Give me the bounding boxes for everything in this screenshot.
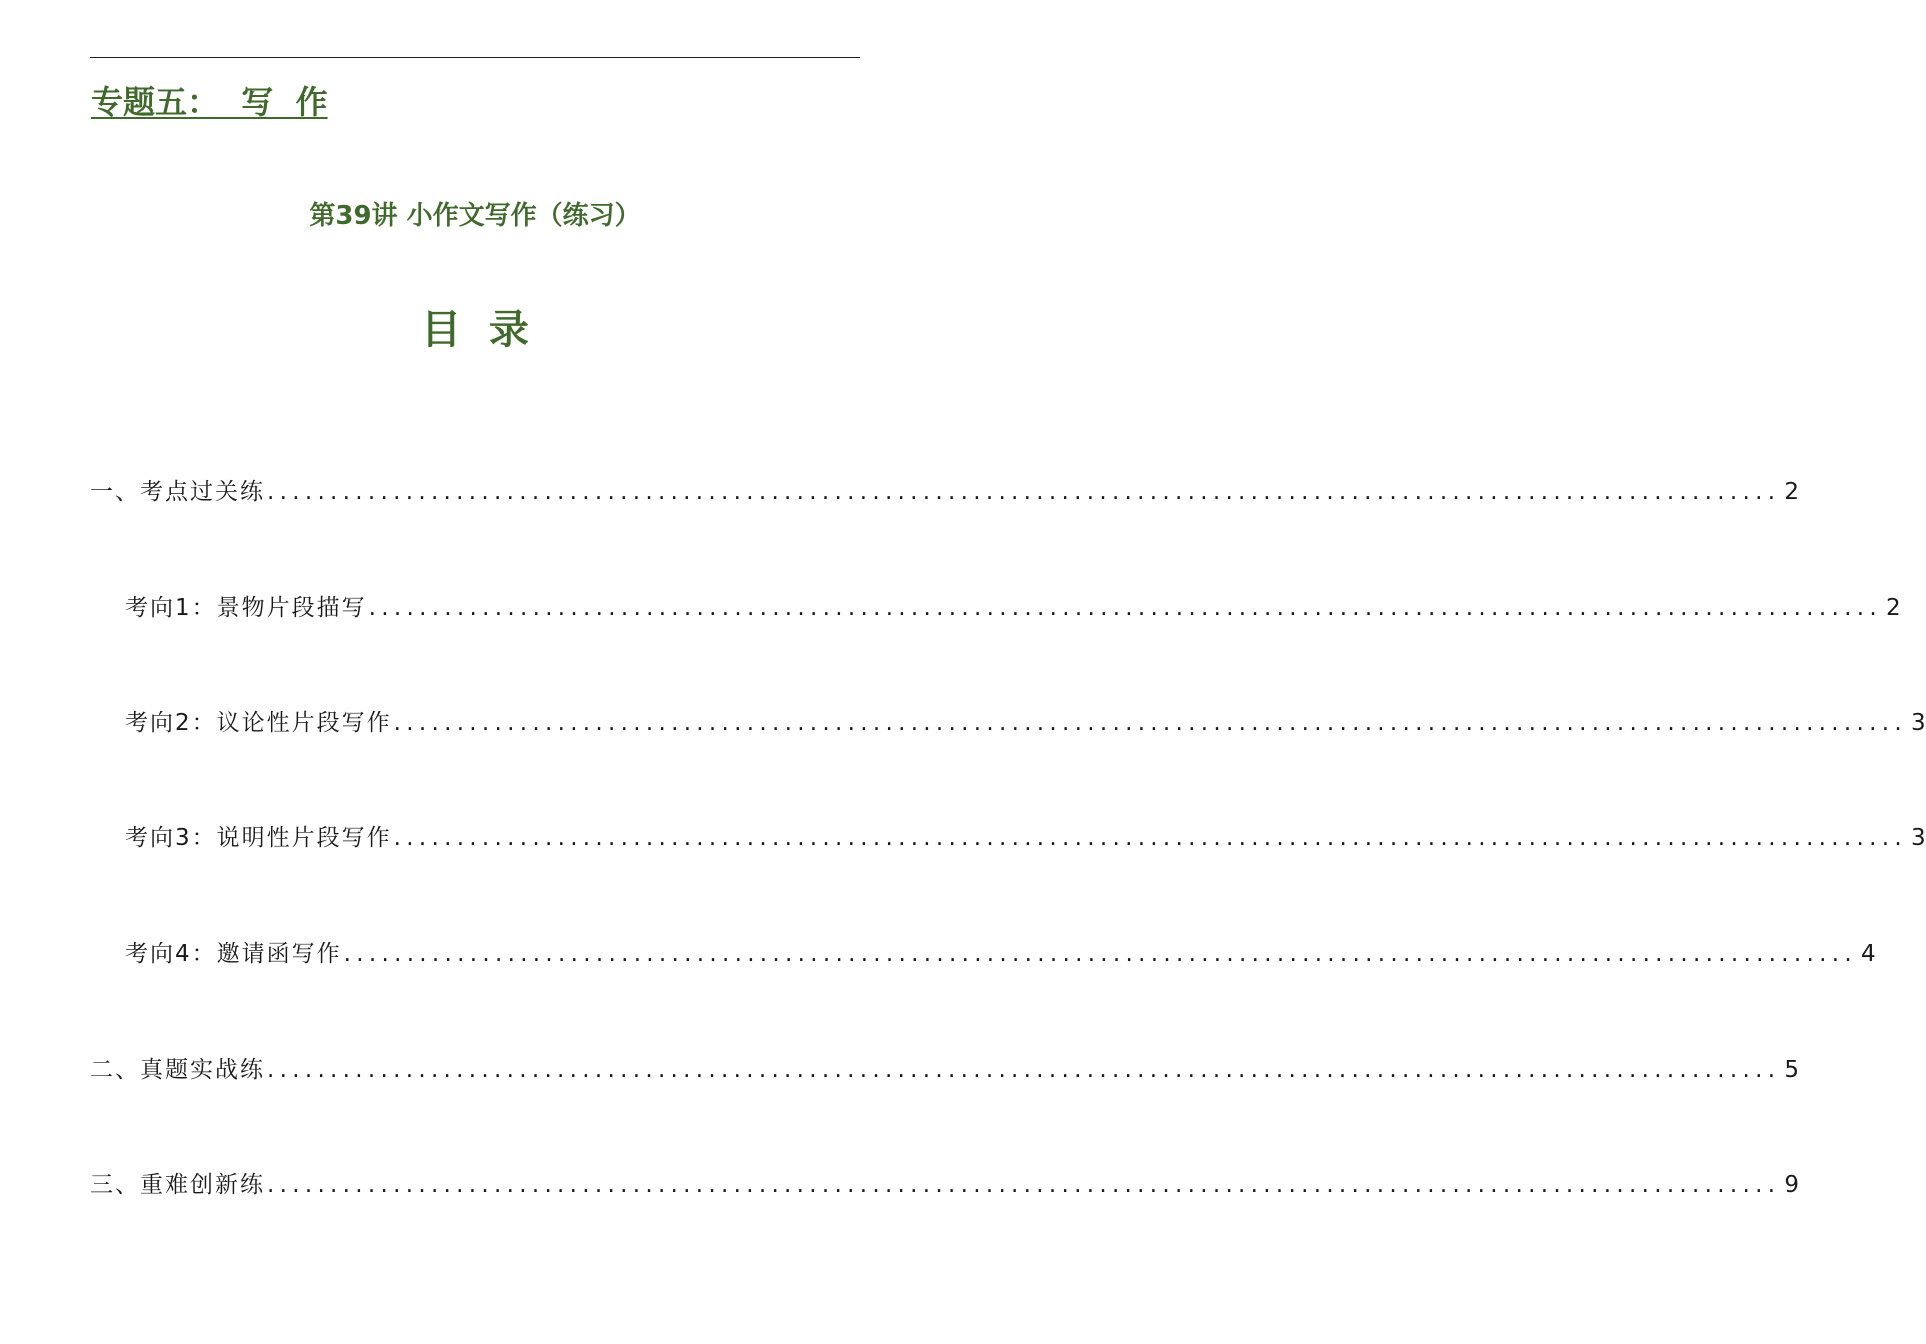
toc-entry[interactable] — [125, 705, 1926, 741]
toc-dot-leader: ........................................................................................................................ — [343, 941, 1857, 967]
toc-entry-label: 考向1：景物片段描写 — [125, 595, 367, 621]
toc-dot-leader: ........................................................................................................................ — [267, 1172, 1781, 1198]
toc-entry-label: 二、真题实战练 — [90, 1057, 265, 1083]
toc-heading: 目 录 — [421, 306, 529, 353]
toc-entry[interactable] — [90, 1167, 1799, 1203]
toc-entry-page: 3 — [1910, 710, 1926, 736]
toc-entry-page: 4 — [1860, 941, 1876, 967]
toc-dot-leader: ........................................................................................................................ — [368, 595, 1882, 621]
toc-entry-label: 一、考点过关练 — [90, 479, 265, 505]
lecture-title: 第39讲 小作文写作（练习） — [309, 201, 641, 231]
toc-entry-label: 三、重难创新练 — [90, 1172, 265, 1198]
toc-entry[interactable] — [125, 936, 1876, 972]
toc-dot-leader: ........................................................................................................................ — [267, 1057, 1781, 1083]
toc-entry-label: 考向2：议论性片段写作 — [125, 710, 392, 736]
header-rule — [90, 57, 860, 58]
toc-entry-label: 考向3：说明性片段写作 — [125, 825, 392, 851]
toc-dot-leader: ........................................................................................................................ — [393, 825, 1907, 851]
toc-dot-leader: ........................................................................................................................ — [393, 710, 1907, 736]
toc-entry-label: 考向4：邀请函写作 — [125, 941, 342, 967]
toc-entry[interactable] — [90, 1052, 1799, 1088]
toc-entry-page: 2 — [1885, 595, 1901, 621]
toc-entry[interactable] — [125, 590, 1901, 626]
toc-entry-page: 9 — [1784, 1172, 1799, 1198]
toc-entry-page: 3 — [1910, 825, 1926, 851]
section-title: 专题五： 写 作 — [91, 83, 328, 121]
toc-entry[interactable] — [90, 474, 1799, 510]
toc-entry-page: 2 — [1784, 479, 1799, 505]
toc-entry[interactable] — [125, 820, 1926, 856]
toc-dot-leader: ........................................................................................................................ — [267, 479, 1781, 505]
toc-entry-page: 5 — [1784, 1057, 1799, 1083]
